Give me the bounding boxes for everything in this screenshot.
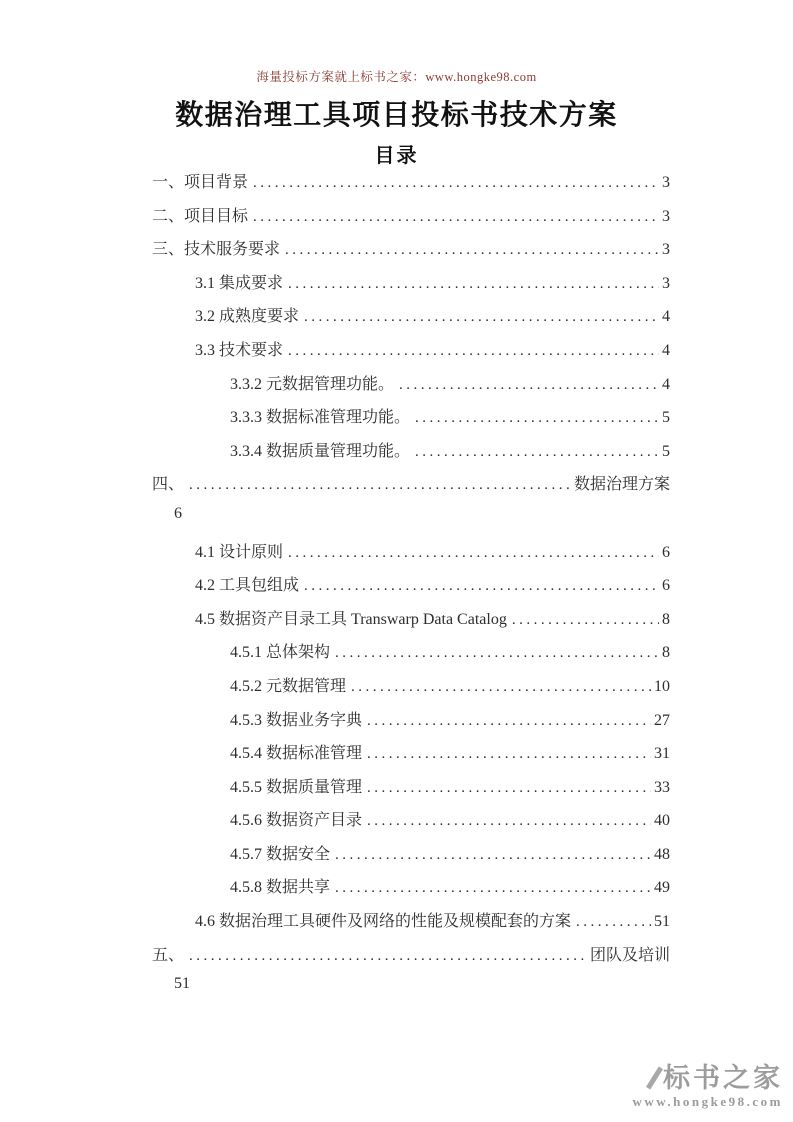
toc-dot-leader [189,476,571,494]
toc-entry-page: 6 [174,504,182,522]
watermark-logo [632,1064,783,1092]
toc-entry-page: 51 [654,913,670,931]
toc-entry[interactable] [152,572,670,606]
toc-entry-page: 4 [662,308,670,326]
toc-entry-page: 3 [662,274,670,292]
toc-entry-page: 8 [662,610,670,628]
toc-entry-label: 4.5.3 数据业务字典 [230,711,363,729]
toc-entry-label: 4.5.8 数据共享 [230,879,331,897]
toc-dot-leader [335,644,659,662]
toc-entry[interactable] [152,169,670,203]
toc-entry-label: 4.5.2 元数据管理 [230,677,347,695]
toc-entry-page: 6 [662,543,670,561]
table-of-contents [152,169,670,1009]
toc-dot-leader [304,308,659,326]
toc-entry-page: 48 [654,845,670,863]
toc-dot-leader [367,712,651,730]
toc-entry-label: 3.3.4 数据质量管理功能。 [230,442,411,460]
toc-entry-label: 4.6 数据治理工具硬件及网络的性能及规模配套的方案 [195,913,572,931]
header-promo-note: 海量投标方案就上标书之家：www.hongke98.com [256,70,537,84]
toc-dot-leader [335,846,651,864]
toc-entry-title-after-leader: 数据治理方案 [573,476,670,494]
toc-entry-page: 3 [662,241,670,259]
toc-entry-page: 40 [654,812,670,830]
toc-entry[interactable] [152,942,670,976]
toc-dot-leader [399,376,659,394]
toc-entry[interactable] [152,807,670,841]
toc-dot-leader [367,745,651,763]
toc-entry-page: 3 [662,174,670,191]
toc-entry-page: 5 [662,409,670,427]
toc-entry-label: 一、项目背景 [152,174,249,191]
toc-entry-page: 8 [662,644,670,662]
toc-entry[interactable] [152,606,670,640]
toc-dot-leader [335,879,651,897]
toc-entry-label: 4.2 工具包组成 [195,577,300,595]
toc-entry[interactable] [152,471,670,505]
toc-dot-leader [512,611,659,629]
toc-entry[interactable] [152,774,670,808]
toc-dot-leader [253,208,659,226]
toc-entry-label: 4.5.1 总体架构 [230,644,331,662]
toc-dot-leader [285,241,659,259]
toc-dot-leader [288,342,659,360]
toc-entry-label: 三、技术服务要求 [152,241,281,259]
toc-entry-label: 4.1 设计原则 [195,543,284,561]
toc-entry-page: 27 [654,711,670,729]
toc-entry[interactable] [152,337,670,371]
toc-entry-page: 10 [654,677,670,695]
toc-dot-leader [288,275,659,293]
toc-entry-label: 3.3.3 数据标准管理功能。 [230,409,411,427]
toc-entry-page: 3 [662,207,670,225]
toc-entry-wrapped-page[interactable] [152,505,670,539]
toc-entry[interactable] [152,404,670,438]
toc-entry-label: 二、项目目标 [152,207,249,225]
toc-entry-label: 4.5.6 数据资产目录 [230,812,363,830]
toc-entry-label: 四、 [152,476,185,494]
toc-dot-leader [367,812,651,830]
toc-entry-page: 5 [662,442,670,460]
toc-entry[interactable] [152,740,670,774]
toc-entry-label: 3.3 技术要求 [195,341,284,359]
toc-entry-wrapped-page[interactable] [152,975,670,1009]
toc-entry-label: 4.5 数据资产目录工具 Transwarp Data Catalog [195,610,507,628]
watermark-footer [632,1064,783,1110]
toc-dot-leader [189,947,587,965]
toc-dot-leader [576,913,651,931]
toc-entry-page: 6 [662,577,670,595]
toc-dot-leader [415,409,659,427]
toc-dot-leader [253,174,659,192]
toc-dot-leader [415,443,659,461]
toc-entry-page: 51 [174,975,190,993]
toc-entry[interactable] [152,303,670,337]
toc-heading: 目录 [374,145,419,167]
toc-entry-label: 4.5.5 数据质量管理 [230,778,363,796]
toc-entry[interactable] [152,236,670,270]
toc-entry-page: 4 [662,341,670,359]
toc-entry[interactable] [152,639,670,673]
toc-entry[interactable] [152,371,670,405]
toc-entry-page: 4 [662,375,670,393]
toc-entry-page: 49 [654,879,670,897]
toc-entry[interactable] [152,203,670,237]
toc-entry[interactable] [152,673,670,707]
toc-dot-leader [288,544,659,562]
pen-stroke-icon [646,1066,663,1089]
toc-entry-label: 3.1 集成要求 [195,274,284,292]
toc-entry[interactable] [152,270,670,304]
toc-entry-page: 33 [654,778,670,796]
toc-entry[interactable] [152,841,670,875]
toc-entry[interactable] [152,539,670,573]
toc-dot-leader [304,577,659,595]
toc-entry[interactable] [152,908,670,942]
toc-entry-title-after-leader: 团队及培训 [589,946,670,964]
toc-entry-label: 4.5.7 数据安全 [230,845,331,863]
toc-dot-leader [367,779,651,797]
toc-entry-label: 3.2 成熟度要求 [195,308,300,326]
toc-entry[interactable] [152,438,670,472]
toc-entry-label: 五、 [152,946,185,964]
watermark-logo-text: 标书之家 [663,1062,783,1093]
watermark-url: www.hongke98.com [632,1094,783,1109]
toc-dot-leader [351,678,651,696]
toc-entry-page: 31 [654,745,670,763]
toc-entry-label: 4.5.4 数据标准管理 [230,745,363,763]
toc-entry-label: 3.3.2 元数据管理功能。 [230,375,395,393]
toc-entry[interactable] [152,874,670,908]
toc-entry[interactable] [152,707,670,741]
document-title: 数据治理工具项目投标书技术方案 [175,100,618,131]
